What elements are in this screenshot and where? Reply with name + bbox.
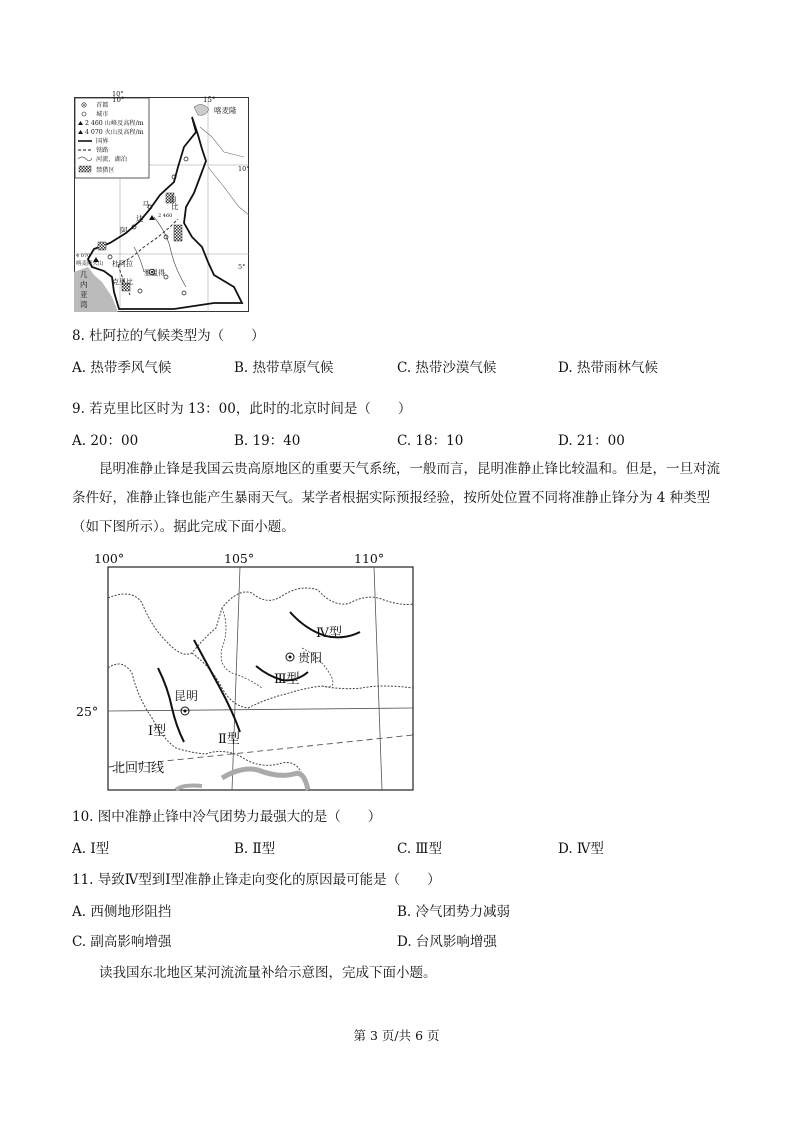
q11-option-a[interactable]: A. 西侧地形阻挡 bbox=[72, 904, 172, 920]
lon-label: 105° bbox=[224, 551, 255, 566]
lat-label: 10° bbox=[238, 165, 250, 173]
place-label: 4 070 bbox=[76, 253, 91, 259]
legend-label: 铁路 bbox=[96, 147, 109, 154]
passage-kunming-front: 昆明准静止锋是我国云贵高原地区的重要天气系统，一般而言，昆明准静止锋比较温和。但是，一旦对流条件好，准静止锋也能产生暴雨天气。某学者根据实际预报经验，按所处位置不同将准静止锋分为 4 种类型（如下图所示）。据此完成下面小题。 bbox=[72, 461, 720, 535]
question-11-stem: 11. 导致Ⅳ型到Ⅰ型准静止锋走向变化的原因最可能是（ ） bbox=[72, 872, 441, 888]
lat-label: 5° bbox=[238, 263, 246, 271]
place-label: 克里比 bbox=[112, 278, 133, 286]
q9-option-d[interactable]: D. 21：00 bbox=[558, 433, 625, 449]
place-label: 喀麦隆 bbox=[214, 106, 237, 115]
place-label: 杜阿拉 bbox=[112, 260, 133, 268]
place-label: 喀麦隆火山 bbox=[76, 261, 104, 267]
q8-option-b[interactable]: B. 热带草原气候 bbox=[234, 360, 334, 376]
question-9-stem: 9. 若克里比区时为 13：00，此时的北京时间是（ ） bbox=[72, 401, 412, 417]
q9-option-c[interactable]: C. 18：10 bbox=[397, 433, 464, 449]
q11-option-d[interactable]: D. 台风影响增强 bbox=[397, 934, 497, 950]
lon-label: 100° bbox=[94, 551, 125, 566]
q9-option-a[interactable]: A. 20：00 bbox=[72, 433, 139, 449]
place-label: 比 bbox=[171, 202, 179, 211]
question-8-stem: 8. 杜阿拉的气候类型为（ ） bbox=[72, 328, 265, 344]
front-type-3-label: Ⅲ型 bbox=[274, 672, 300, 687]
place-label: 山 bbox=[169, 194, 177, 203]
place-label: 达 bbox=[136, 214, 144, 223]
kunming-front-map bbox=[72, 548, 417, 793]
reserve-area bbox=[174, 225, 182, 241]
q8-option-c[interactable]: C. 热带沙漠气候 bbox=[397, 360, 497, 376]
q9-option-b[interactable]: B. 19：40 bbox=[234, 433, 301, 449]
legend-label: 4 070 火山及高程/m bbox=[85, 129, 144, 136]
place-label: 雅温得 bbox=[144, 269, 165, 277]
lon-label: 10° bbox=[112, 90, 124, 98]
q8-option-a[interactable]: A. 热带季风气候 bbox=[72, 360, 172, 376]
lon-label: 15° bbox=[203, 96, 216, 104]
lon-label: 110° bbox=[354, 551, 385, 566]
q10-option-d[interactable]: D. Ⅳ型 bbox=[558, 841, 604, 857]
legend-label: 河流、湖泊 bbox=[96, 156, 127, 163]
q11-option-c[interactable]: C. 副高影响增强 bbox=[72, 934, 172, 950]
legend-label: 国界 bbox=[96, 138, 109, 145]
place-label: 湾 bbox=[80, 300, 88, 309]
q10-option-b[interactable]: B. Ⅱ型 bbox=[234, 841, 276, 857]
legend-label: 2 460 山峰及高程/m bbox=[85, 120, 144, 127]
page-footer: 第 3 页/共 6 页 bbox=[353, 1028, 440, 1043]
place-label: 内 bbox=[80, 280, 88, 289]
tropic-label: 北回归线 bbox=[112, 761, 165, 776]
place-label: 几 bbox=[80, 270, 88, 279]
cameroon-map bbox=[74, 90, 250, 312]
question-10-stem: 10. 图中准静止锋中冷气团势力最强大的是（ ） bbox=[72, 809, 382, 825]
place-label: 2 460 bbox=[158, 213, 173, 219]
place-label: 阿 bbox=[120, 226, 128, 235]
legend-label: 城市 bbox=[96, 111, 109, 118]
reserve-area bbox=[98, 242, 106, 250]
legend-label: 禁猎区 bbox=[96, 167, 115, 174]
kunming-label: 昆明 bbox=[174, 689, 199, 703]
front-type-4-label: Ⅳ型 bbox=[316, 626, 342, 641]
guiyang-label: 贵阳 bbox=[298, 651, 323, 665]
lat-label: 25° bbox=[76, 704, 99, 719]
place-label: 亚 bbox=[80, 290, 88, 299]
lon-label: 10° bbox=[112, 96, 125, 104]
front-type-2-label: Ⅱ型 bbox=[218, 732, 240, 747]
passage-river-flow: 读我国东北地区某河流流量补给示意图，完成下面小题。 bbox=[99, 965, 437, 981]
front-type-1-label: Ⅰ型 bbox=[148, 724, 167, 739]
q8-option-d[interactable]: D. 热带雨林气候 bbox=[558, 360, 658, 376]
q10-option-c[interactable]: C. Ⅲ型 bbox=[397, 841, 442, 857]
legend-label: 首都 bbox=[96, 102, 109, 109]
q10-option-a[interactable]: A. Ⅰ型 bbox=[72, 841, 110, 857]
q11-option-b[interactable]: B. 冷气团势力减弱 bbox=[397, 904, 511, 920]
place-label: 马 bbox=[142, 200, 150, 209]
